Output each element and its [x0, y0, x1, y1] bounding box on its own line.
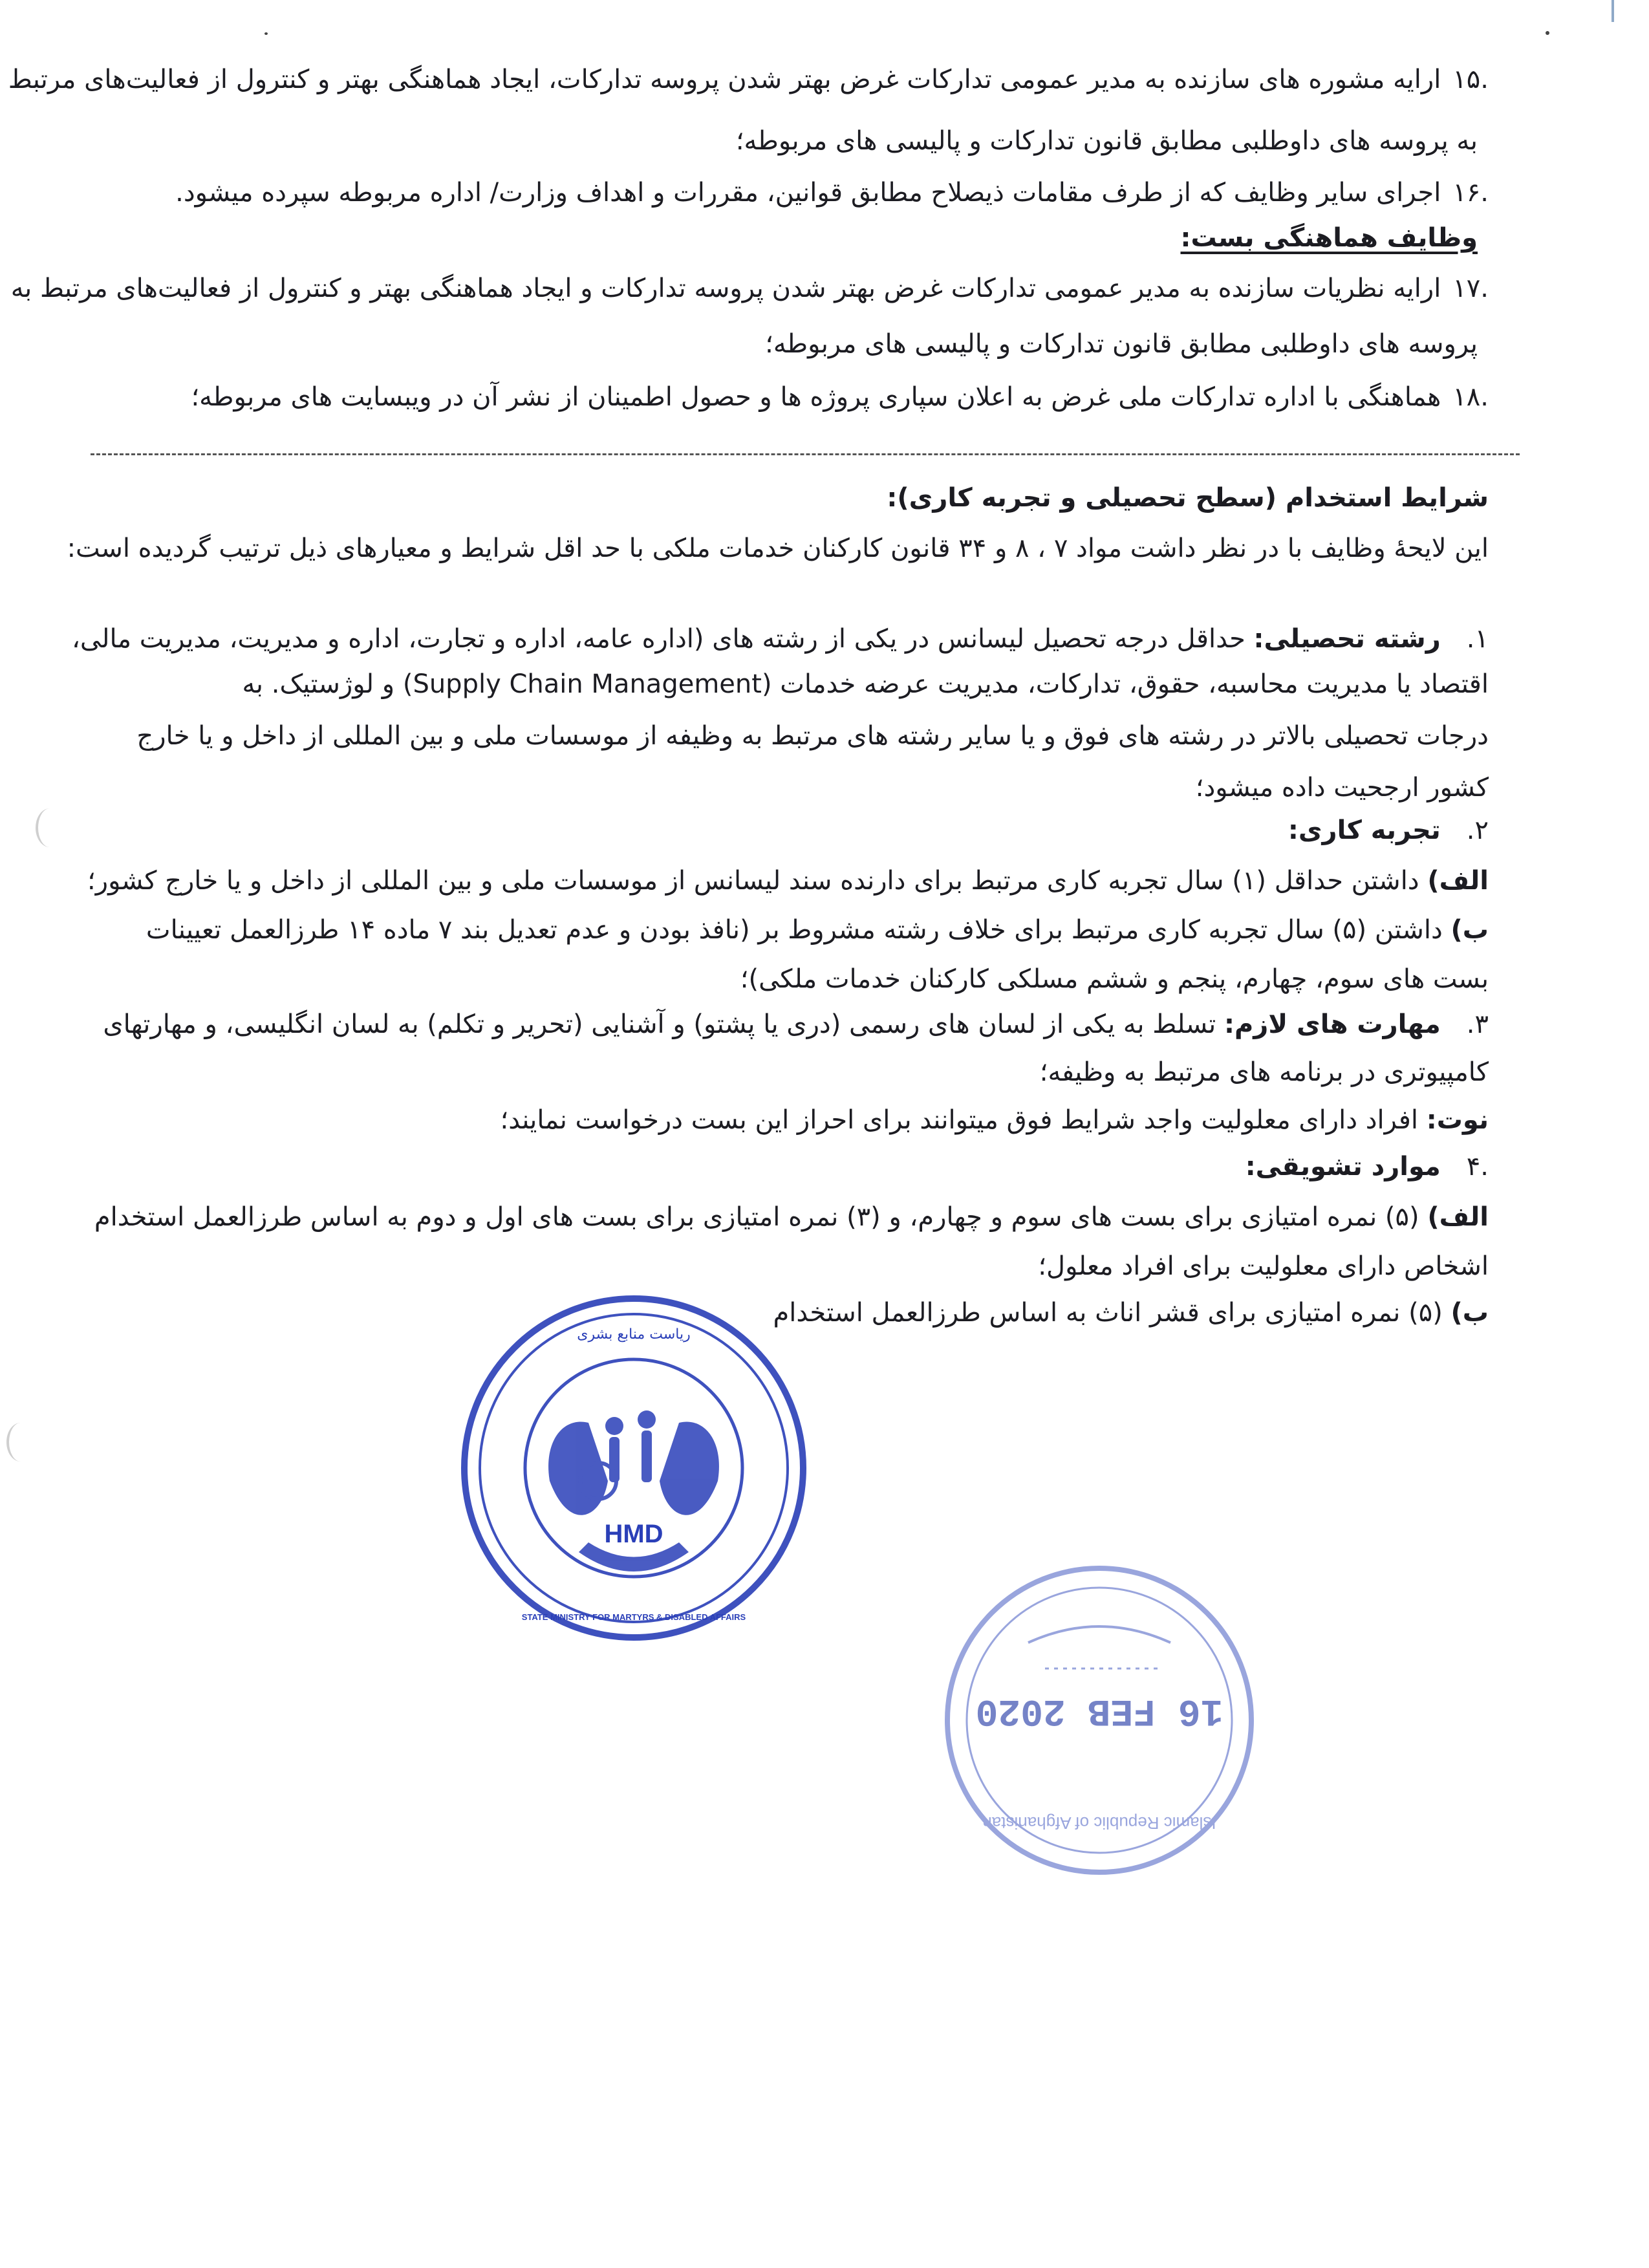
education-line-2: اقتصاد یا مدیریت محاسبه، حقوق، تدارکات، مدیریت عرضه خدمات (Supply Chain Management) و لوژستیک. به — [242, 669, 1489, 699]
scan-edge-mark — [1611, 0, 1614, 22]
duty-item-17-cont — [765, 326, 1478, 362]
education-label: رشته تحصیلی: — [1253, 624, 1441, 654]
incentives-label: موارد تشویقی: — [1245, 1152, 1441, 1182]
received-date-stamp — [931, 1552, 1267, 1888]
item-number: .۴ — [1466, 1152, 1489, 1182]
seal-logo-text: HMD — [604, 1520, 663, 1548]
stamp-arc-text: Islamic Republic of Afghanistan — [982, 1813, 1216, 1833]
incentives-b — [773, 1295, 1489, 1331]
item-number: .۱۶ — [1452, 178, 1489, 208]
item-text: پروسه های داوطلبی مطابق قانون تدارکات و پالیسی های مربوطه؛ — [765, 329, 1478, 359]
note-label: نوت: — [1426, 1105, 1489, 1135]
duty-item-18 — [191, 379, 1489, 415]
scan-smudge — [6, 1423, 35, 1462]
incentives-a-cont: اشخاص دارای معلولیت برای افراد معلول؛ — [1038, 1251, 1489, 1281]
experience-item — [1288, 812, 1489, 848]
seal-top-text: ریاست منابع بشری — [577, 1326, 691, 1343]
experience-a — [87, 863, 1489, 899]
item-number: ۱. — [1466, 624, 1489, 654]
item-number: .۱۵ — [1452, 65, 1489, 94]
sub-label: ب) — [1450, 915, 1489, 945]
sub-label: الف) — [1427, 1202, 1489, 1232]
scan-smudge — [36, 808, 64, 847]
experience-b-cont: بست های سوم، چهارم، پنجم و ششم مسلکی کارکنان خدمات ملکی)؛ — [740, 964, 1489, 994]
skills-line-2: کامپیوتری در برنامه های مرتبط به وظیفه؛ — [1039, 1057, 1489, 1087]
item-text: به پروسه های داوطلبی مطابق قانون تدارکات و پالیسی های مربوطه؛ — [735, 126, 1478, 156]
item-text: اجرای سایر وظایف که از طرف مقامات ذیصلاح مطابق قوانین، مقررات و اهداف وزارت/ اداره مربوطه سپرده میشود. — [175, 178, 1441, 208]
seal-bottom-text: STATE MINISTRY FOR MARTYRS & DISABLED AFFAIRS — [521, 1612, 746, 1622]
education-line-4: کشور ارجحیت داده میشود؛ — [1195, 773, 1489, 803]
education-item — [72, 621, 1489, 657]
duty-item-16 — [175, 175, 1489, 211]
sub-label: الف) — [1427, 866, 1489, 896]
skills-item — [103, 1006, 1489, 1042]
duty-item-17 — [11, 270, 1489, 307]
duty-item-15 — [8, 61, 1489, 98]
skills-note — [500, 1102, 1489, 1138]
stamp-date: 16 FEB 2020 — [975, 1689, 1223, 1731]
scan-speck — [264, 32, 268, 35]
experience-b — [146, 912, 1489, 948]
coordination-heading: وظایف هماهنگی بست: — [1180, 223, 1478, 253]
dashed-separator — [91, 453, 1520, 455]
sub-text: (۵) نمره امتیازی برای قشر اناث به اساس طرزالعمل استخدام — [773, 1298, 1443, 1328]
conditions-intro: این لایحهٔ وظایف با در نظر داشت مواد ۷ ، ۸ و ۳۴ قانون کارکنان خدمات ملکی با حد اقل شرایط و معیارهای ذیل ترتیب گردیده است: — [67, 534, 1489, 563]
item-number: ۳. — [1466, 1010, 1489, 1039]
item-text: هماهنگی با اداره تدارکات ملی غرض به اعلان سپاری پروژه ها و حصول اطمینان از نشر آن در ویبسایت های مربوطه؛ — [191, 382, 1441, 412]
sub-text: (۵) نمره امتیازی برای بست های سوم و چهارم، و (۳) نمره امتیازی برای بست های اول و دوم به اساس طرزالعمل استخدام — [94, 1202, 1419, 1232]
item-number: ۲. — [1466, 815, 1489, 845]
item-number: .۱۷ — [1452, 274, 1489, 303]
skills-text: تسلط به یکی از لسان های رسمی (دری یا پشتو) و آشنایی (تحریر و تکلم) به لسان انگلیسی، و مهارتهای — [103, 1010, 1216, 1039]
skills-label: مهارت های لازم: — [1223, 1010, 1441, 1039]
sub-text: داشتن (۵) سال تجربه کاری مرتبط برای خلاف رشته مشروط بر (نافذ بودن و عدم تعدیل بند ۷ ماده ۱۴ طرزالعمل تعیینات — [146, 915, 1443, 945]
conditions-heading: شرایط استخدام (سطح تحصیلی و تجربه کاری): — [887, 483, 1489, 513]
incentives-a — [94, 1199, 1489, 1235]
sub-label: ب) — [1450, 1298, 1489, 1328]
item-number: .۱۸ — [1452, 382, 1489, 412]
item-text: ارایه مشوره های سازنده به مدیر عمومی تدارکات غرض بهتر شدن پروسه تدارکات، ایجاد هماهنگی بهتر و کنترول از فعالیت‌های مرتبط — [8, 65, 1441, 94]
incentives-item — [1245, 1149, 1489, 1185]
education-line-3: درجات تحصیلی بالاتر در رشته های فوق و یا سایر رشته های مرتبط به وظیفه از موسسات ملی و بین المللی از داخل و یا خارج — [136, 721, 1489, 751]
sub-text: داشتن حداقل (۱) سال تجربه کاری مرتبط برای دارنده سند لیسانس از موسسات ملی و بین المللی از داخل و یا خارج کشور؛ — [87, 866, 1419, 896]
duty-item-15-cont — [736, 123, 1478, 159]
scan-speck — [1546, 31, 1549, 35]
item-text: ارایه نظریات سازنده به مدیر عمومی تدارکات غرض بهتر شدن پروسه تدارکات و ایجاد هماهنگی بهتر و کنترول از فعالیت‌های مرتبط به — [10, 274, 1441, 303]
ministry-seal — [453, 1287, 815, 1649]
experience-label: تجربه کاری: — [1288, 815, 1441, 845]
note-text: افراد دارای معلولیت واجد شرایط فوق میتوانند برای احراز این بست درخواست نمایند؛ — [500, 1105, 1418, 1135]
education-text: حداقل درجه تحصیل لیسانس در یکی از رشته های (اداره عامه، اداره و تجارت، اداره و مدیریت، مدیریت مالی، — [72, 624, 1245, 654]
